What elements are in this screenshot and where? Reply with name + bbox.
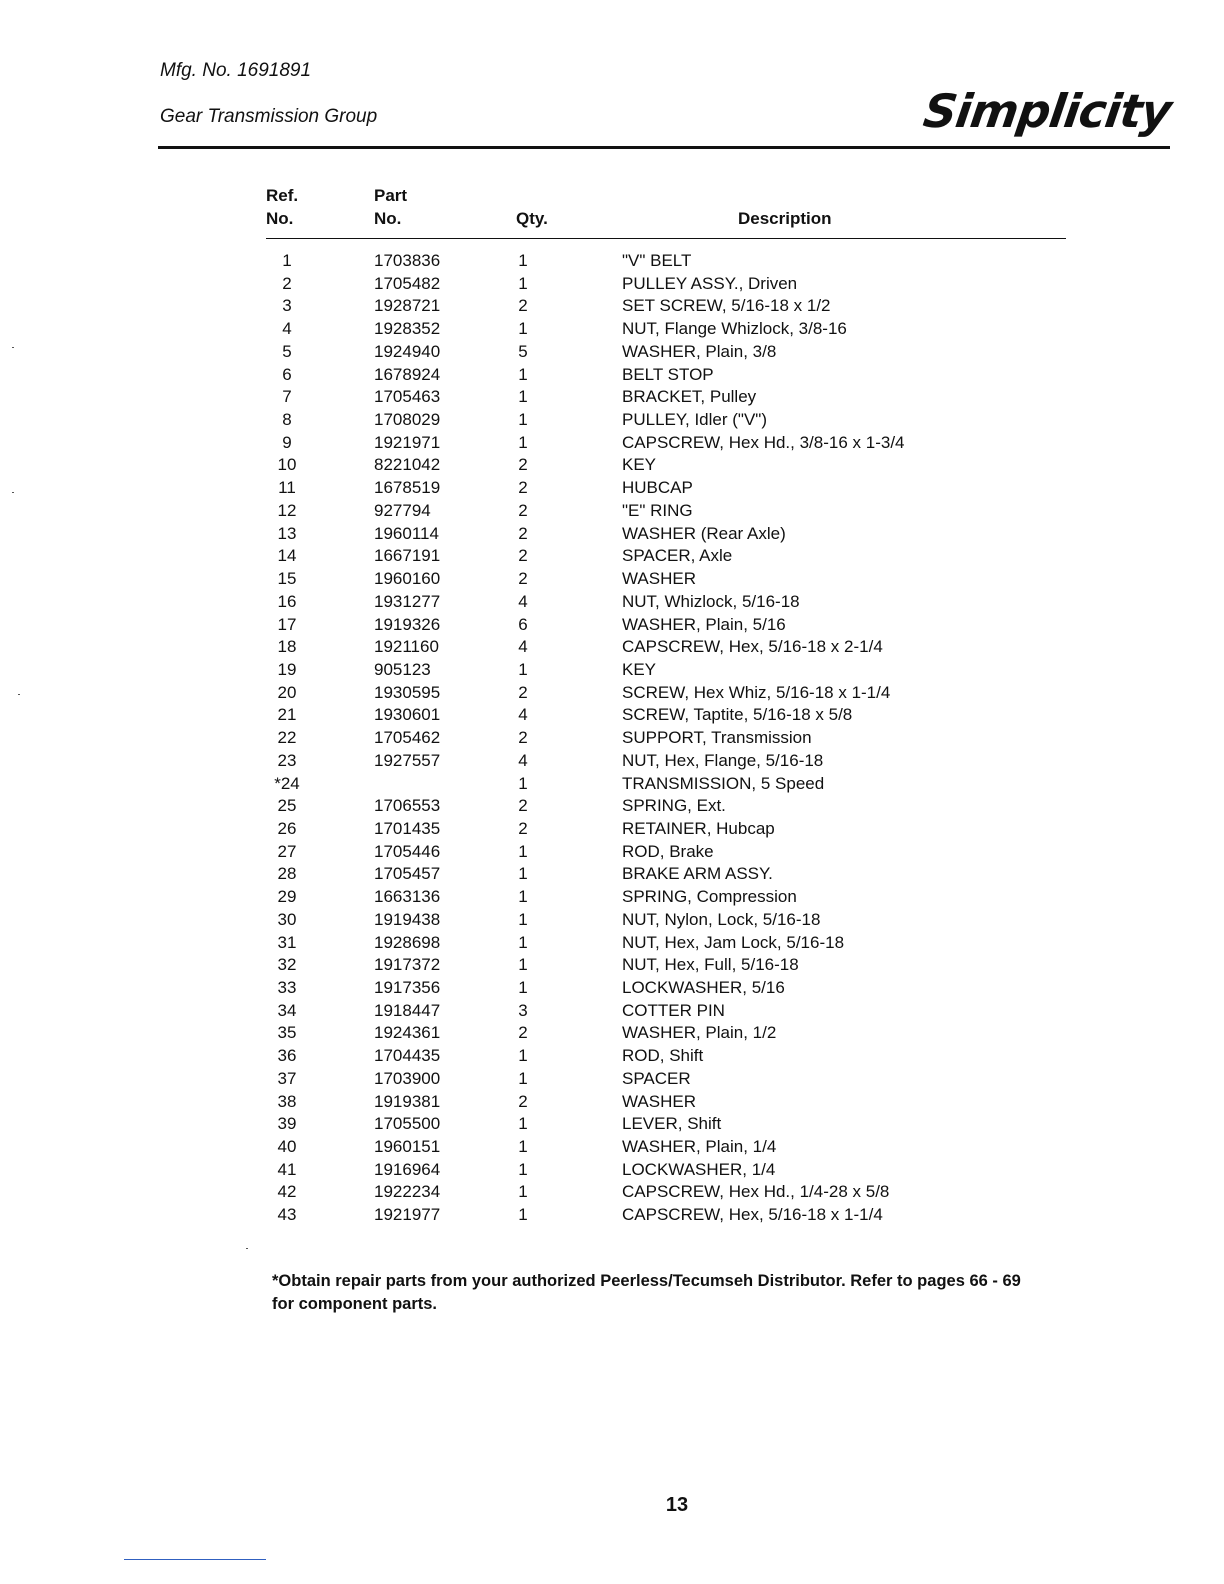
table-row: [266, 591, 1066, 614]
description-cell: BRAKE ARM ASSY.: [622, 864, 773, 884]
qty-cell: 1: [518, 955, 528, 975]
table-row: [266, 318, 1066, 341]
table-row: [266, 568, 1066, 591]
qty-cell: 2: [518, 818, 528, 838]
description-cell: "V" BELT: [622, 251, 692, 270]
description-cell: CAPSCREW, Hex Hd., 1/4-28 x 5/8: [622, 1182, 890, 1202]
ref-cell: 2: [282, 273, 292, 293]
part-number-cell: 1703900: [374, 1068, 441, 1088]
description-cell: SCREW, Hex Whiz, 5/16-18 x 1-1/4: [622, 682, 891, 702]
table-row: [266, 1022, 1066, 1045]
qty-cell: 1: [518, 978, 528, 997]
part-number-cell: 1921977: [374, 1205, 441, 1225]
ref-cell: 41: [277, 1159, 297, 1179]
part-number-cell: 1919326: [374, 614, 441, 634]
ref-cell: 38: [277, 1091, 297, 1111]
table-row: [266, 1068, 1066, 1091]
ref-cell: 26: [277, 818, 297, 838]
qty-cell: 1: [518, 432, 528, 452]
description-cell: BRACKET, Pulley: [622, 387, 757, 407]
table-row: [266, 795, 1066, 818]
qty-cell: 2: [518, 546, 528, 566]
description-cell: WASHER, Plain, 1/2: [622, 1023, 777, 1043]
description-cell: TRANSMISSION, 5 Speed: [622, 773, 825, 793]
ref-cell: 9: [282, 432, 292, 452]
ref-cell: 30: [277, 909, 297, 929]
ref-cell: 13: [277, 523, 297, 543]
ref-cell: 14: [277, 546, 297, 566]
qty-cell: 2: [518, 1023, 528, 1043]
table-row: [266, 364, 1066, 387]
table-row: [266, 614, 1066, 637]
description-cell: SET SCREW, 5/16-18 x 1/2: [622, 296, 831, 316]
description-cell: NUT, Hex, Flange, 5/16-18: [622, 750, 824, 770]
part-number-cell: 1667191: [374, 546, 441, 566]
part-number-cell: 1708029: [374, 410, 441, 430]
qty-cell: 2: [518, 500, 528, 520]
description-cell: NUT, Hex, Full, 5/16-18: [622, 955, 799, 975]
table-row: [266, 545, 1066, 568]
part-number-cell: 1678924: [374, 364, 441, 384]
description-cell: BELT STOP: [622, 364, 714, 384]
table-row: [266, 454, 1066, 477]
qty-cell: 2: [518, 455, 528, 475]
ref-cell: 3: [282, 296, 292, 316]
description-cell: SPRING, Ext.: [622, 796, 726, 816]
header-description: Description: [738, 209, 832, 228]
ref-cell: 37: [277, 1068, 297, 1088]
qty-cell: 1: [518, 1182, 528, 1202]
table-row: [266, 1136, 1066, 1159]
part-number-cell: 1917356: [374, 978, 441, 997]
header-part-line2: No.: [374, 209, 402, 228]
qty-cell: 1: [518, 841, 528, 861]
part-number-cell: 1928698: [374, 932, 441, 952]
ref-cell: 39: [277, 1114, 297, 1134]
qty-cell: 3: [518, 1000, 528, 1020]
qty-cell: 1: [518, 251, 528, 270]
description-cell: SPRING, Compression: [622, 887, 797, 907]
description-cell: PULLEY ASSY., Driven: [622, 273, 798, 293]
ref-cell: 18: [277, 637, 297, 657]
part-number-cell: 1916964: [374, 1159, 441, 1179]
part-number-cell: 1921971: [374, 432, 441, 452]
description-cell: HUBCAP: [622, 478, 693, 498]
page-number-text: 13: [665, 1494, 689, 1516]
header-part-line1: Part: [374, 186, 408, 205]
qty-cell: 1: [518, 1068, 528, 1088]
ref-cell: 35: [277, 1023, 297, 1043]
header-underline: [266, 238, 1066, 239]
table-row: [266, 977, 1066, 1000]
ref-cell: 21: [277, 705, 297, 725]
ref-cell: 5: [282, 341, 292, 361]
table-row: [266, 682, 1066, 705]
parts-table-body: [266, 250, 1066, 1227]
table-row: [266, 477, 1066, 500]
part-number-cell: 1919381: [374, 1091, 441, 1111]
qty-cell: 2: [518, 478, 528, 498]
table-row: [266, 432, 1066, 455]
part-number-cell: 1960151: [374, 1137, 441, 1157]
ref-cell: 15: [277, 569, 297, 589]
qty-cell: 1: [518, 387, 528, 407]
qty-cell: 1: [518, 1205, 528, 1225]
description-cell: WASHER, Plain, 3/8: [622, 341, 777, 361]
ref-cell: 33: [277, 978, 297, 997]
description-cell: ROD, Brake: [622, 841, 714, 861]
ref-cell: 31: [277, 932, 297, 952]
qty-cell: 2: [518, 796, 528, 816]
table-row: [266, 704, 1066, 727]
footer-line: [124, 1559, 266, 1560]
part-number-cell: 1960114: [374, 523, 439, 543]
description-cell: NUT, Whizlock, 5/16-18: [622, 591, 800, 611]
qty-cell: 1: [518, 410, 528, 430]
table-row: [266, 841, 1066, 864]
table-row: [266, 750, 1066, 773]
description-cell: WASHER: [622, 1091, 696, 1111]
qty-cell: 1: [518, 319, 528, 339]
part-number-cell: 1918447: [374, 1000, 441, 1020]
ref-cell: 43: [277, 1205, 297, 1225]
table-row: [266, 523, 1066, 546]
description-cell: SPACER: [622, 1068, 691, 1088]
table-row: [266, 954, 1066, 977]
qty-cell: 2: [518, 682, 528, 702]
part-number-cell: 1928721: [374, 296, 441, 316]
ref-cell: 12: [277, 500, 297, 520]
description-cell: SPACER, Axle: [622, 546, 733, 566]
qty-cell: 1: [518, 773, 528, 793]
description-cell: NUT, Nylon, Lock, 5/16-18: [622, 909, 821, 929]
part-number-cell: 1705462: [374, 728, 441, 748]
part-number-cell: 1678519: [374, 478, 441, 498]
qty-cell: 5: [518, 341, 528, 361]
footnote: *Obtain repair parts from your authorized Peerless/Tecumseh Distributor. Refer to pages 66 - 69 for component parts.: [272, 1272, 1021, 1313]
description-cell: COTTER PIN: [622, 1000, 725, 1020]
qty-cell: 2: [518, 728, 528, 748]
table-row: [266, 909, 1066, 932]
part-number-cell: 1705446: [374, 841, 441, 861]
description-cell: RETAINER, Hubcap: [622, 818, 775, 838]
description-cell: WASHER (Rear Axle): [622, 523, 786, 543]
ref-cell: 28: [277, 864, 297, 884]
table-row: [266, 1000, 1066, 1023]
part-number-cell: 1928352: [374, 319, 441, 339]
qty-cell: 1: [518, 364, 528, 384]
table-row: [266, 1181, 1066, 1204]
part-number-cell: 1960160: [374, 569, 441, 589]
table-row: [266, 636, 1066, 659]
qty-cell: 2: [518, 523, 528, 543]
ref-cell: 34: [277, 1000, 297, 1020]
part-number-cell: 1703836: [374, 251, 441, 270]
table-row: [266, 1113, 1066, 1136]
scan-speck: [12, 492, 14, 493]
table-row: [266, 659, 1066, 682]
header-divider: [158, 146, 1170, 149]
table-row: [266, 295, 1066, 318]
page-number: [0, 1494, 1224, 1517]
description-cell: WASHER: [622, 569, 696, 589]
qty-cell: 4: [518, 637, 528, 657]
header-ref: [266, 184, 298, 230]
part-number-cell: 1704435: [374, 1046, 441, 1066]
part-number-cell: 1701435: [374, 818, 441, 838]
table-row: [266, 1204, 1066, 1227]
part-number-cell: 8221042: [374, 455, 441, 475]
ref-cell: 7: [282, 387, 292, 407]
qty-cell: 1: [518, 659, 528, 679]
ref-cell: 42: [277, 1182, 297, 1202]
ref-cell: 17: [277, 614, 297, 634]
description-cell: LOCKWASHER, 1/4: [622, 1159, 776, 1179]
qty-cell: 1: [518, 1046, 528, 1066]
ref-cell: 19: [277, 659, 297, 679]
qty-cell: 1: [518, 1114, 528, 1134]
part-number-cell: 1927557: [374, 750, 441, 770]
description-cell: WASHER, Plain, 5/16: [622, 614, 786, 634]
table-row: [266, 341, 1066, 364]
table-row: [266, 250, 1066, 273]
header-ref-line2: No.: [266, 209, 294, 228]
description-cell: CAPSCREW, Hex Hd., 3/8-16 x 1-3/4: [622, 432, 905, 452]
ref-cell: 40: [277, 1137, 297, 1157]
table-row: [266, 1045, 1066, 1068]
ref-cell: 25: [277, 796, 297, 816]
ref-cell: 16: [277, 591, 297, 611]
table-row: [266, 727, 1066, 750]
ref-cell: 29: [277, 887, 297, 907]
table-row: [266, 409, 1066, 432]
description-cell: LEVER, Shift: [622, 1114, 722, 1134]
part-number-cell: 1924361: [374, 1023, 441, 1043]
qty-cell: 4: [518, 591, 528, 611]
description-cell: CAPSCREW, Hex, 5/16-18 x 1-1/4: [622, 1205, 883, 1225]
description-cell: "E" RING: [622, 500, 693, 520]
ref-cell: 20: [277, 682, 297, 702]
qty-cell: 1: [518, 909, 528, 929]
scan-speck: [18, 694, 20, 695]
qty-cell: 1: [518, 864, 528, 884]
part-number-cell: 1663136: [374, 887, 441, 907]
part-number-cell: 1924940: [374, 341, 441, 361]
description-cell: SCREW, Taptite, 5/16-18 x 5/8: [622, 705, 853, 725]
ref-cell: 27: [277, 841, 297, 861]
table-row: [266, 886, 1066, 909]
description-cell: NUT, Flange Whizlock, 3/8-16: [622, 319, 847, 339]
description-cell: SUPPORT, Transmission: [622, 728, 812, 748]
part-number-cell: 1931277: [374, 591, 441, 611]
table-row: [266, 386, 1066, 409]
description-cell: ROD, Shift: [622, 1046, 704, 1066]
scan-speck: [12, 347, 14, 348]
header-part: [374, 184, 407, 230]
description-cell: CAPSCREW, Hex, 5/16-18 x 2-1/4: [622, 637, 883, 657]
ref-cell: 11: [278, 478, 296, 498]
table-row: [266, 500, 1066, 523]
table-row: [266, 1159, 1066, 1182]
ref-cell: 8: [282, 410, 292, 430]
description-cell: KEY: [622, 659, 657, 679]
part-number-cell: 1705500: [374, 1114, 441, 1134]
part-number-cell: 1921160: [374, 637, 439, 657]
qty-cell: 2: [518, 296, 528, 316]
qty-cell: 1: [518, 1137, 528, 1157]
group-title: Gear Transmission Group: [160, 106, 378, 127]
table-row: [266, 818, 1066, 841]
table-row: [266, 863, 1066, 886]
qty-cell: 1: [518, 887, 528, 907]
part-number-cell: 1917372: [374, 955, 441, 975]
part-number-cell: 1930601: [374, 705, 441, 725]
qty-cell: 1: [518, 932, 528, 952]
qty-cell: 1: [518, 1159, 528, 1179]
part-number-cell: 1705457: [374, 864, 441, 884]
qty-cell: 4: [518, 705, 528, 725]
qty-cell: 2: [518, 569, 528, 589]
ref-cell: 10: [277, 455, 297, 475]
ref-cell: 22: [277, 728, 297, 748]
part-number-cell: 927794: [374, 500, 431, 520]
description-cell: PULLEY, Idler ("V"): [622, 410, 767, 430]
ref-cell: 23: [277, 750, 297, 770]
ref-cell: 32: [277, 955, 297, 975]
scan-speck: [246, 1248, 248, 1249]
header-ref-line1: Ref.: [266, 186, 299, 205]
ref-cell: *24: [274, 773, 300, 793]
table-row: [266, 273, 1066, 296]
part-number-cell: 1919438: [374, 909, 441, 929]
part-number-cell: 1706553: [374, 796, 441, 816]
brand-logo: Simplicity: [919, 84, 1174, 138]
ref-cell: 1: [282, 251, 292, 270]
qty-cell: 4: [518, 750, 528, 770]
qty-cell: 1: [518, 273, 528, 293]
description-cell: KEY: [622, 455, 657, 475]
part-number-cell: 1705482: [374, 273, 441, 293]
description-cell: NUT, Hex, Jam Lock, 5/16-18: [622, 932, 845, 952]
header-qty: Qty.: [516, 209, 548, 228]
qty-cell: 6: [518, 614, 528, 634]
table-row: [266, 773, 1066, 796]
description-cell: WASHER, Plain, 1/4: [622, 1137, 777, 1157]
ref-cell: 4: [282, 319, 292, 339]
table-row: [266, 1091, 1066, 1114]
ref-cell: 6: [282, 364, 292, 384]
table-header: [266, 184, 1066, 240]
ref-cell: 36: [277, 1046, 297, 1066]
table-row: [266, 932, 1066, 955]
description-cell: LOCKWASHER, 5/16: [622, 978, 785, 997]
qty-cell: 2: [518, 1091, 528, 1111]
part-number-cell: 1922234: [374, 1182, 441, 1202]
part-number-cell: 1705463: [374, 387, 441, 407]
part-number-cell: 1930595: [374, 682, 441, 702]
part-number-cell: 905123: [374, 659, 431, 679]
mfg-number: Mfg. No. 1691891: [160, 60, 312, 81]
